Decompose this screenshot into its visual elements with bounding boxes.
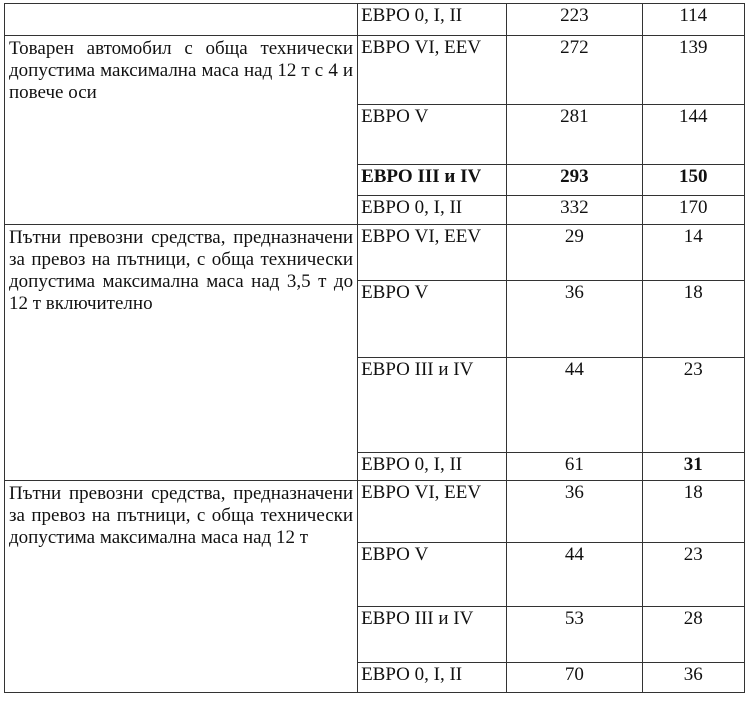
rate-value-cell: 23 [642, 543, 744, 607]
table-row [5, 481, 745, 543]
rate-value-cell: 36 [507, 481, 642, 543]
emission-class-cell: ЕВРО VI, EEV [358, 481, 507, 543]
table-row [5, 4, 745, 36]
rate-value-cell: 170 [642, 196, 744, 225]
emission-class-cell: ЕВРО III и IV [358, 165, 507, 196]
rate-value-cell: 31 [642, 453, 744, 481]
emission-class-cell: ЕВРО 0, I, II [358, 453, 507, 481]
emission-class-cell: ЕВРО III и IV [358, 358, 507, 453]
rate-value-cell: 18 [642, 281, 744, 358]
rate-value-cell: 44 [507, 543, 642, 607]
emission-class-cell: ЕВРО VI, EEV [358, 36, 507, 105]
rate-value-cell: 332 [507, 196, 642, 225]
rate-value-cell: 114 [642, 4, 744, 36]
rate-value-cell: 28 [642, 607, 744, 663]
rate-value-cell: 70 [507, 663, 642, 693]
rate-value-cell: 53 [507, 607, 642, 663]
emission-class-cell: ЕВРО 0, I, II [358, 196, 507, 225]
rate-value-cell: 44 [507, 358, 642, 453]
rate-value-cell: 139 [642, 36, 744, 105]
rate-value-cell: 144 [642, 105, 744, 165]
emission-class-cell: ЕВРО V [358, 543, 507, 607]
table-row [5, 36, 745, 105]
rate-value-cell: 36 [642, 663, 744, 693]
vehicle-description: Товарен автомобил с обща технически допустима максимална маса над 12 т с 4 и повече оси [9, 38, 354, 103]
emission-class-cell: ЕВРО 0, I, II [358, 663, 507, 693]
vehicle-description: Пътни превозни средства, предназначени за превоз на пътници, с обща технически допустима максимална маса над 3,5 т до 12 т включително [9, 227, 354, 314]
vehicle-description: Пътни превозни средства, предназначени за превоз на пътници, с обща технически допустима максимална маса над 12 т [9, 483, 354, 548]
vehicle-description-cell [5, 4, 358, 36]
rate-value-cell: 14 [642, 225, 744, 281]
table-row [5, 225, 745, 281]
rate-value-cell: 36 [507, 281, 642, 358]
rate-value-cell: 272 [507, 36, 642, 105]
emission-class-cell: ЕВРО V [358, 281, 507, 358]
emission-class-cell: ЕВРО III и IV [358, 607, 507, 663]
tax-rate-table [4, 3, 745, 693]
rate-value-cell: 18 [642, 481, 744, 543]
rate-value-cell: 23 [642, 358, 744, 453]
vehicle-description-cell [5, 481, 358, 693]
emission-class-cell: ЕВРО 0, I, II [358, 4, 507, 36]
rate-value-cell: 61 [507, 453, 642, 481]
vehicle-description-cell [5, 36, 358, 225]
rate-value-cell: 29 [507, 225, 642, 281]
rate-value-cell: 150 [642, 165, 744, 196]
rate-value-cell: 223 [507, 4, 642, 36]
rate-value-cell: 293 [507, 165, 642, 196]
rate-value-cell: 281 [507, 105, 642, 165]
emission-class-cell: ЕВРО V [358, 105, 507, 165]
emission-class-cell: ЕВРО VI, EEV [358, 225, 507, 281]
vehicle-description-cell [5, 225, 358, 481]
